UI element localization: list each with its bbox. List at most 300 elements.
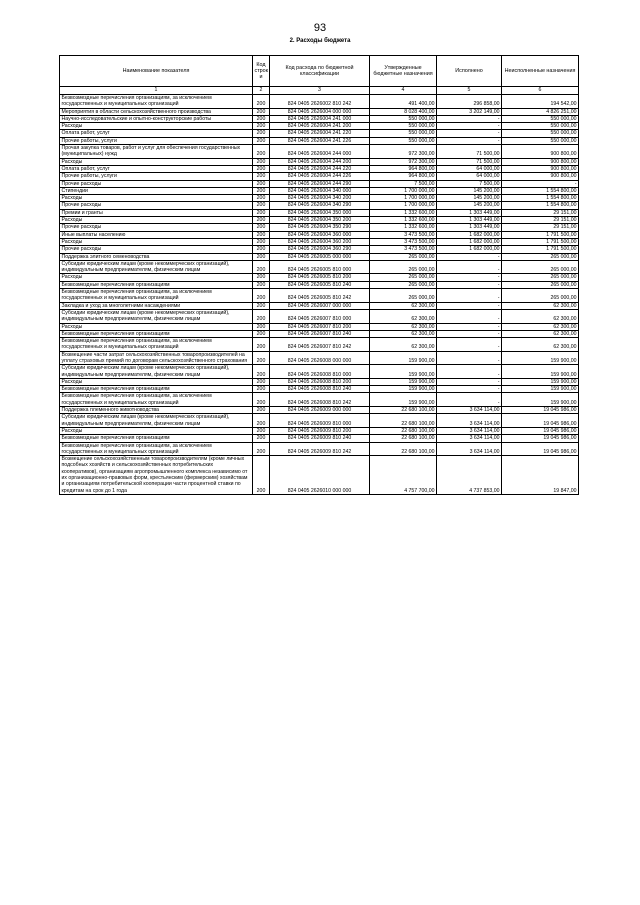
executed-amount-cell: - — [437, 323, 502, 330]
indicator-name-cell: Прочие расходы — [60, 202, 253, 209]
unexecuted-amount-cell: 900 800,00 — [502, 158, 579, 165]
unexecuted-amount-cell: 29 151,00 — [502, 224, 579, 231]
classification-code-cell: 824 0405 2626009 810 000 — [270, 414, 370, 428]
classification-code-cell: 824 0405 2626008 810 200 — [270, 378, 370, 385]
indicator-name-cell: Безвозмездные перечисления организациям — [60, 386, 253, 393]
executed-amount-cell: 145 200,00 — [437, 195, 502, 202]
table-body — [60, 95, 579, 495]
indicator-name-cell: Расходы — [60, 238, 253, 245]
table-row — [60, 309, 579, 323]
unexecuted-amount-cell: 159 900,00 — [502, 351, 579, 365]
approved-amount-cell: 1 700 000,00 — [370, 195, 437, 202]
unexecuted-amount-cell: 62 300,00 — [502, 309, 579, 323]
approved-amount-cell: 550 000,00 — [370, 130, 437, 137]
table-row — [60, 158, 579, 165]
executed-amount-cell: - — [437, 309, 502, 323]
indicator-name-cell: Иные выплаты населению — [60, 231, 253, 238]
indicator-name-cell: Расходы — [60, 195, 253, 202]
classification-code-cell: 824 0405 2626004 340 000 — [270, 187, 370, 194]
indicator-name-cell: Безвозмездные перечисления организациям — [60, 330, 253, 337]
approved-amount-cell: 8 028 400,00 — [370, 108, 437, 115]
table-header — [60, 56, 579, 95]
line-code-cell: 200 — [253, 281, 270, 288]
approved-amount-cell: 1 332 600,00 — [370, 224, 437, 231]
classification-code-cell: 824 0405 2626004 241 226 — [270, 137, 370, 144]
line-code-cell: 200 — [253, 365, 270, 379]
table-row — [60, 289, 579, 303]
approved-amount-cell: 159 900,00 — [370, 351, 437, 365]
classification-code-cell: 824 0405 2626009 810 242 — [270, 442, 370, 456]
unexecuted-amount-cell: 19 045 986,00 — [502, 407, 579, 414]
indicator-name-cell: Расходы — [60, 323, 253, 330]
indicator-name-cell: Расходы — [60, 378, 253, 385]
line-code-cell: 200 — [253, 414, 270, 428]
unexecuted-amount-cell: 62 300,00 — [502, 338, 579, 352]
page-number: 93 — [313, 22, 327, 34]
approved-amount-cell: 964 800,00 — [370, 165, 437, 172]
line-code-cell: 200 — [253, 202, 270, 209]
classification-code-cell: 824 0405 2626004 360 290 — [270, 246, 370, 253]
indicator-name-cell: Стипендии — [60, 187, 253, 194]
unexecuted-amount-cell: 1 791 500,00 — [502, 238, 579, 245]
table-row — [60, 246, 579, 253]
column-number: 3 — [270, 87, 370, 95]
indicator-name-cell: Научно-исследовательские и опытно-конструкторские работы — [60, 115, 253, 122]
unexecuted-amount-cell: 265 000,00 — [502, 274, 579, 281]
line-code-cell: 200 — [253, 180, 270, 187]
unexecuted-amount-cell: 265 000,00 — [502, 253, 579, 260]
classification-code-cell: 824 0405 2626004 241 200 — [270, 123, 370, 130]
line-code-cell: 200 — [253, 115, 270, 122]
unexecuted-amount-cell: 19 045 986,00 — [502, 442, 579, 456]
unexecuted-amount-cell: 265 000,00 — [502, 260, 579, 274]
classification-code-cell: 824 0405 2626007 810 242 — [270, 338, 370, 352]
header-executed: Исполнено — [437, 56, 502, 87]
approved-amount-cell: 62 300,00 — [370, 323, 437, 330]
unexecuted-amount-cell: 1 554 800,00 — [502, 202, 579, 209]
indicator-name-cell: Субсидии юридическим лицам (кроме некоммерческих организаций), индивидуальным предпринимателям, физическим лицам — [60, 414, 253, 428]
approved-amount-cell: 265 000,00 — [370, 281, 437, 288]
indicator-name-cell: Мероприятия в области сельскохозяйственного производства — [60, 108, 253, 115]
approved-amount-cell: 62 300,00 — [370, 330, 437, 337]
classification-code-cell: 824 0405 2626008 810 000 — [270, 365, 370, 379]
table-row — [60, 407, 579, 414]
indicator-name-cell: Расходы — [60, 274, 253, 281]
unexecuted-amount-cell: 550 000,00 — [502, 137, 579, 144]
table-row — [60, 187, 579, 194]
table-row — [60, 330, 579, 337]
column-number-row — [60, 87, 579, 95]
classification-code-cell: 824 0405 2626007 000 000 — [270, 302, 370, 309]
unexecuted-amount-cell: - — [502, 180, 579, 187]
column-number: 2 — [253, 87, 270, 95]
line-code-cell: 200 — [253, 130, 270, 137]
unexecuted-amount-cell: 194 542,00 — [502, 95, 579, 109]
executed-amount-cell: - — [437, 274, 502, 281]
line-code-cell: 200 — [253, 246, 270, 253]
unexecuted-amount-cell: 159 900,00 — [502, 393, 579, 407]
unexecuted-amount-cell: 19 045 986,00 — [502, 435, 579, 442]
approved-amount-cell: 62 300,00 — [370, 309, 437, 323]
line-code-cell: 200 — [253, 165, 270, 172]
line-code-cell: 200 — [253, 224, 270, 231]
approved-amount-cell: 3 473 500,00 — [370, 238, 437, 245]
table-row — [60, 238, 579, 245]
line-code-cell: 200 — [253, 260, 270, 274]
approved-amount-cell: 265 000,00 — [370, 289, 437, 303]
header-budget-classification: Код расхода по бюджетной классификации — [270, 56, 370, 87]
executed-amount-cell: - — [437, 281, 502, 288]
executed-amount-cell: 1 303 449,00 — [437, 209, 502, 216]
line-code-cell: 200 — [253, 231, 270, 238]
line-code-cell: 200 — [253, 187, 270, 194]
executed-amount-cell: 296 858,00 — [437, 95, 502, 109]
indicator-name-cell: Безвозмездные перечисления организациям — [60, 435, 253, 442]
executed-amount-cell: 145 200,00 — [437, 187, 502, 194]
unexecuted-amount-cell: 159 900,00 — [502, 378, 579, 385]
line-code-cell: 200 — [253, 435, 270, 442]
indicator-name-cell: Расходы — [60, 217, 253, 224]
table-row — [60, 123, 579, 130]
approved-amount-cell: 22 680 100,00 — [370, 427, 437, 434]
indicator-name-cell: Безвозмездные перечисления организациям, за исключением государственных и муниципальных организаций — [60, 95, 253, 109]
unexecuted-amount-cell: 1 791 500,00 — [502, 246, 579, 253]
approved-amount-cell: 1 700 000,00 — [370, 187, 437, 194]
executed-amount-cell: 145 200,00 — [437, 202, 502, 209]
approved-amount-cell: 22 680 100,00 — [370, 435, 437, 442]
table-row — [60, 202, 579, 209]
executed-amount-cell: - — [437, 137, 502, 144]
approved-amount-cell: 265 000,00 — [370, 253, 437, 260]
indicator-name-cell: Премии и гранты — [60, 209, 253, 216]
classification-code-cell: 824 0405 2626004 244 200 — [270, 158, 370, 165]
table-row — [60, 427, 579, 434]
line-code-cell: 200 — [253, 238, 270, 245]
classification-code-cell: 824 0405 2626008 810 242 — [270, 393, 370, 407]
line-code-cell: 200 — [253, 123, 270, 130]
approved-amount-cell: 550 000,00 — [370, 123, 437, 130]
classification-code-cell: 824 0405 2626007 810 240 — [270, 330, 370, 337]
approved-amount-cell: 22 680 100,00 — [370, 407, 437, 414]
table-row — [60, 442, 579, 456]
executed-amount-cell: 3 634 114,00 — [437, 407, 502, 414]
indicator-name-cell: Возмещение части затрат сельскохозяйственных товаропроизводителей на уплату страховых премий по договорам сельскохозяйственного страхования — [60, 351, 253, 365]
line-code-cell: 200 — [253, 137, 270, 144]
approved-amount-cell: 159 900,00 — [370, 393, 437, 407]
classification-code-cell: 824 0405 2626004 340 200 — [270, 195, 370, 202]
unexecuted-amount-cell: 1 791 500,00 — [502, 231, 579, 238]
indicator-name-cell: Прочие расходы — [60, 224, 253, 231]
line-code-cell: 200 — [253, 253, 270, 260]
table-row — [60, 115, 579, 122]
line-code-cell: 200 — [253, 456, 270, 495]
table-row — [60, 95, 579, 109]
classification-code-cell: 824 0405 2626010 000 000 — [270, 456, 370, 495]
executed-amount-cell: 3 634 114,00 — [437, 442, 502, 456]
unexecuted-amount-cell: 550 000,00 — [502, 115, 579, 122]
indicator-name-cell: Поддержка элитного семеноводства — [60, 253, 253, 260]
executed-amount-cell: 64 000,00 — [437, 165, 502, 172]
executed-amount-cell: - — [437, 393, 502, 407]
indicator-name-cell: Безвозмездные перечисления организациям — [60, 281, 253, 288]
approved-amount-cell: 7 500,00 — [370, 180, 437, 187]
table-row — [60, 130, 579, 137]
table-row — [60, 253, 579, 260]
executed-amount-cell: - — [437, 289, 502, 303]
classification-code-cell: 824 0405 2626002 810 242 — [270, 95, 370, 109]
executed-amount-cell: - — [437, 330, 502, 337]
table-row — [60, 195, 579, 202]
header-indicator-name: Наименование показателя — [60, 56, 253, 87]
unexecuted-amount-cell: 19 847,00 — [502, 456, 579, 495]
classification-code-cell: 824 0405 2626004 244 290 — [270, 180, 370, 187]
line-code-cell: 200 — [253, 351, 270, 365]
table-row — [60, 137, 579, 144]
executed-amount-cell: 3 634 114,00 — [437, 414, 502, 428]
classification-code-cell: 824 0405 2626007 810 000 — [270, 309, 370, 323]
executed-amount-cell: - — [437, 365, 502, 379]
executed-amount-cell: 1 682 000,00 — [437, 231, 502, 238]
classification-code-cell: 824 0405 2626004 241 000 — [270, 115, 370, 122]
indicator-name-cell: Оплата работ, услуг — [60, 165, 253, 172]
executed-amount-cell: 71 500,00 — [437, 158, 502, 165]
unexecuted-amount-cell: 4 826 251,00 — [502, 108, 579, 115]
indicator-name-cell: Прочие расходы — [60, 180, 253, 187]
line-code-cell: 200 — [253, 95, 270, 109]
executed-amount-cell: - — [437, 253, 502, 260]
table-row — [60, 165, 579, 172]
executed-amount-cell: - — [437, 378, 502, 385]
line-code-cell: 200 — [253, 274, 270, 281]
table-row — [60, 435, 579, 442]
executed-amount-cell: - — [437, 260, 502, 274]
line-code-cell: 200 — [253, 393, 270, 407]
line-code-cell: 200 — [253, 323, 270, 330]
approved-amount-cell: 4 757 700,00 — [370, 456, 437, 495]
indicator-name-cell: Прочие расходы — [60, 246, 253, 253]
approved-amount-cell: 1 332 600,00 — [370, 217, 437, 224]
approved-amount-cell: 972 300,00 — [370, 158, 437, 165]
table-row — [60, 323, 579, 330]
classification-code-cell: 824 0405 2626005 810 000 — [270, 260, 370, 274]
classification-code-cell: 824 0405 2626008 810 240 — [270, 386, 370, 393]
budget-expenses-table — [59, 55, 579, 495]
line-code-cell: 200 — [253, 427, 270, 434]
indicator-name-cell: Субсидии юридическим лицам (кроме некоммерческих организаций), индивидуальным предпринимателям, физическим лицам — [60, 260, 253, 274]
executed-amount-cell: 7 500,00 — [437, 180, 502, 187]
indicator-name-cell: Субсидии юридическим лицам (кроме некоммерческих организаций), индивидуальным предпринимателям, физическим лицам — [60, 309, 253, 323]
line-code-cell: 200 — [253, 289, 270, 303]
header-approved: Утвержденные бюджетные назначения — [370, 56, 437, 87]
approved-amount-cell: 550 000,00 — [370, 115, 437, 122]
table-row — [60, 224, 579, 231]
classification-code-cell: 824 0405 2626004 244 000 — [270, 145, 370, 159]
unexecuted-amount-cell: 1 554 800,00 — [502, 187, 579, 194]
indicator-name-cell: Субсидии юридическим лицам (кроме некоммерческих организаций), индивидуальным предпринимателям, физическим лицам — [60, 365, 253, 379]
line-code-cell: 200 — [253, 338, 270, 352]
executed-amount-cell: 64 000,00 — [437, 173, 502, 180]
executed-amount-cell: 3 634 114,00 — [437, 435, 502, 442]
executed-amount-cell: 1 303 449,00 — [437, 217, 502, 224]
indicator-name-cell: Расходы — [60, 427, 253, 434]
line-code-cell: 200 — [253, 378, 270, 385]
unexecuted-amount-cell: 29 151,00 — [502, 209, 579, 216]
approved-amount-cell: 159 900,00 — [370, 386, 437, 393]
executed-amount-cell: 3 634 114,00 — [437, 427, 502, 434]
approved-amount-cell: 550 000,00 — [370, 137, 437, 144]
classification-code-cell: 824 0405 2626004 350 290 — [270, 224, 370, 231]
indicator-name-cell: Безвозмездные перечисления организациям, за исключением государственных и муниципальных организаций — [60, 442, 253, 456]
executed-amount-cell: - — [437, 302, 502, 309]
table-row — [60, 365, 579, 379]
unexecuted-amount-cell: 62 300,00 — [502, 323, 579, 330]
executed-amount-cell: 1 682 000,00 — [437, 246, 502, 253]
table-row — [60, 180, 579, 187]
approved-amount-cell: 265 000,00 — [370, 260, 437, 274]
column-number: 1 — [60, 87, 253, 95]
table-row — [60, 351, 579, 365]
indicator-name-cell: Расходы — [60, 158, 253, 165]
classification-code-cell: 824 0405 2626004 350 000 — [270, 209, 370, 216]
classification-code-cell: 824 0405 2626005 810 200 — [270, 274, 370, 281]
line-code-cell: 200 — [253, 407, 270, 414]
approved-amount-cell: 159 900,00 — [370, 378, 437, 385]
indicator-name-cell: Поддержка племенного животноводства — [60, 407, 253, 414]
executed-amount-cell: - — [437, 115, 502, 122]
classification-code-cell: 824 0405 2626009 000 000 — [270, 407, 370, 414]
unexecuted-amount-cell: 19 045 986,00 — [502, 427, 579, 434]
unexecuted-amount-cell: 19 045 986,00 — [502, 414, 579, 428]
unexecuted-amount-cell: 900 800,00 — [502, 145, 579, 159]
table-row — [60, 209, 579, 216]
approved-amount-cell: 62 300,00 — [370, 338, 437, 352]
unexecuted-amount-cell: 550 000,00 — [502, 123, 579, 130]
header-unexecuted: Неисполненные назначения — [502, 56, 579, 87]
table-row — [60, 274, 579, 281]
unexecuted-amount-cell: 900 800,00 — [502, 165, 579, 172]
line-code-cell: 200 — [253, 302, 270, 309]
approved-amount-cell: 491 400,00 — [370, 95, 437, 109]
table-row — [60, 260, 579, 274]
unexecuted-amount-cell: 62 300,00 — [502, 330, 579, 337]
indicator-name-cell: Оплата работ, услуг — [60, 130, 253, 137]
table-row — [60, 145, 579, 159]
indicator-name-cell: Расходы — [60, 123, 253, 130]
indicator-name-cell: Безвозмездные перечисления организациям, за исключением государственных и муниципальных организаций — [60, 289, 253, 303]
executed-amount-cell: 1 682 000,00 — [437, 238, 502, 245]
unexecuted-amount-cell: 159 900,00 — [502, 386, 579, 393]
column-number: 5 — [437, 87, 502, 95]
approved-amount-cell: 62 300,00 — [370, 302, 437, 309]
table-row — [60, 393, 579, 407]
classification-code-cell: 824 0405 2626009 810 240 — [270, 435, 370, 442]
approved-amount-cell: 1 700 000,00 — [370, 202, 437, 209]
approved-amount-cell: 22 680 100,00 — [370, 414, 437, 428]
classification-code-cell: 824 0405 2626004 360 200 — [270, 238, 370, 245]
executed-amount-cell: - — [437, 386, 502, 393]
indicator-name-cell: Безвозмездные перечисления организациям, за исключением государственных и муниципальных организаций — [60, 393, 253, 407]
indicator-name-cell: Закладка и уход за многолетними насаждениями — [60, 302, 253, 309]
classification-code-cell: 824 0405 2626009 810 200 — [270, 427, 370, 434]
unexecuted-amount-cell: 900 800,00 — [502, 173, 579, 180]
unexecuted-amount-cell: 159 900,00 — [502, 365, 579, 379]
classification-code-cell: 824 0405 2626005 810 242 — [270, 289, 370, 303]
table-row — [60, 302, 579, 309]
table-row — [60, 108, 579, 115]
approved-amount-cell: 3 473 500,00 — [370, 246, 437, 253]
table-row — [60, 217, 579, 224]
approved-amount-cell: 159 900,00 — [370, 365, 437, 379]
table-row — [60, 338, 579, 352]
header-line-code: Код строк и — [253, 56, 270, 87]
line-code-cell: 200 — [253, 195, 270, 202]
executed-amount-cell: 71 500,00 — [437, 145, 502, 159]
line-code-cell: 200 — [253, 108, 270, 115]
classification-code-cell: 824 0405 2626004 241 220 — [270, 130, 370, 137]
indicator-name-cell: Безвозмездные перечисления организациям, за исключением государственных и муниципальных организаций — [60, 338, 253, 352]
unexecuted-amount-cell: 550 000,00 — [502, 130, 579, 137]
table-row — [60, 173, 579, 180]
indicator-name-cell: Прочие работы, услуги — [60, 173, 253, 180]
unexecuted-amount-cell: 265 000,00 — [502, 289, 579, 303]
line-code-cell: 200 — [253, 173, 270, 180]
table-row — [60, 386, 579, 393]
column-number: 6 — [502, 87, 579, 95]
executed-amount-cell: 1 303 449,00 — [437, 224, 502, 231]
classification-code-cell: 824 0405 2626007 810 200 — [270, 323, 370, 330]
unexecuted-amount-cell: 265 000,00 — [502, 281, 579, 288]
approved-amount-cell: 3 473 500,00 — [370, 231, 437, 238]
table-row — [60, 231, 579, 238]
classification-code-cell: 824 0405 2626004 360 000 — [270, 231, 370, 238]
table-row — [60, 414, 579, 428]
column-number: 4 — [370, 87, 437, 95]
approved-amount-cell: 265 000,00 — [370, 274, 437, 281]
executed-amount-cell: 3 202 149,00 — [437, 108, 502, 115]
classification-code-cell: 824 0405 2626004 350 200 — [270, 217, 370, 224]
executed-amount-cell: - — [437, 351, 502, 365]
classification-code-cell: 824 0405 2626008 000 000 — [270, 351, 370, 365]
table-row — [60, 378, 579, 385]
approved-amount-cell: 1 332 600,00 — [370, 209, 437, 216]
executed-amount-cell: 4 737 853,00 — [437, 456, 502, 495]
table-row — [60, 456, 579, 495]
line-code-cell: 200 — [253, 217, 270, 224]
executed-amount-cell: - — [437, 338, 502, 352]
classification-code-cell: 824 0405 2626004 000 000 — [270, 108, 370, 115]
executed-amount-cell: - — [437, 123, 502, 130]
line-code-cell: 200 — [253, 330, 270, 337]
line-code-cell: 200 — [253, 158, 270, 165]
line-code-cell: 200 — [253, 209, 270, 216]
classification-code-cell: 824 0405 2626005 000 000 — [270, 253, 370, 260]
line-code-cell: 200 — [253, 145, 270, 159]
line-code-cell: 200 — [253, 442, 270, 456]
unexecuted-amount-cell: 1 554 800,00 — [502, 195, 579, 202]
classification-code-cell: 824 0405 2626004 244 226 — [270, 173, 370, 180]
unexecuted-amount-cell: 62 300,00 — [502, 302, 579, 309]
approved-amount-cell: 972 300,00 — [370, 145, 437, 159]
classification-code-cell: 824 0405 2626004 340 290 — [270, 202, 370, 209]
line-code-cell: 200 — [253, 309, 270, 323]
classification-code-cell: 824 0405 2626004 244 220 — [270, 165, 370, 172]
indicator-name-cell: Возмещение сельскохозяйственным товаропроизводителям (кроме личных подсобных хозяйств и сельскохозяйственных потребительских кооперативов), организациям агропромышленного комплекса независимо от их организационно-правовых форм, крестьянским (фермерским) хозяйствам и организациям потребительской кооперации части процентной ставки по кредитам на срок до 1 года — [60, 456, 253, 495]
unexecuted-amount-cell: 29 151,00 — [502, 217, 579, 224]
executed-amount-cell: - — [437, 130, 502, 137]
approved-amount-cell: 22 680 100,00 — [370, 442, 437, 456]
approved-amount-cell: 964 800,00 — [370, 173, 437, 180]
section-title: 2. Расходы бюджета — [289, 38, 351, 44]
